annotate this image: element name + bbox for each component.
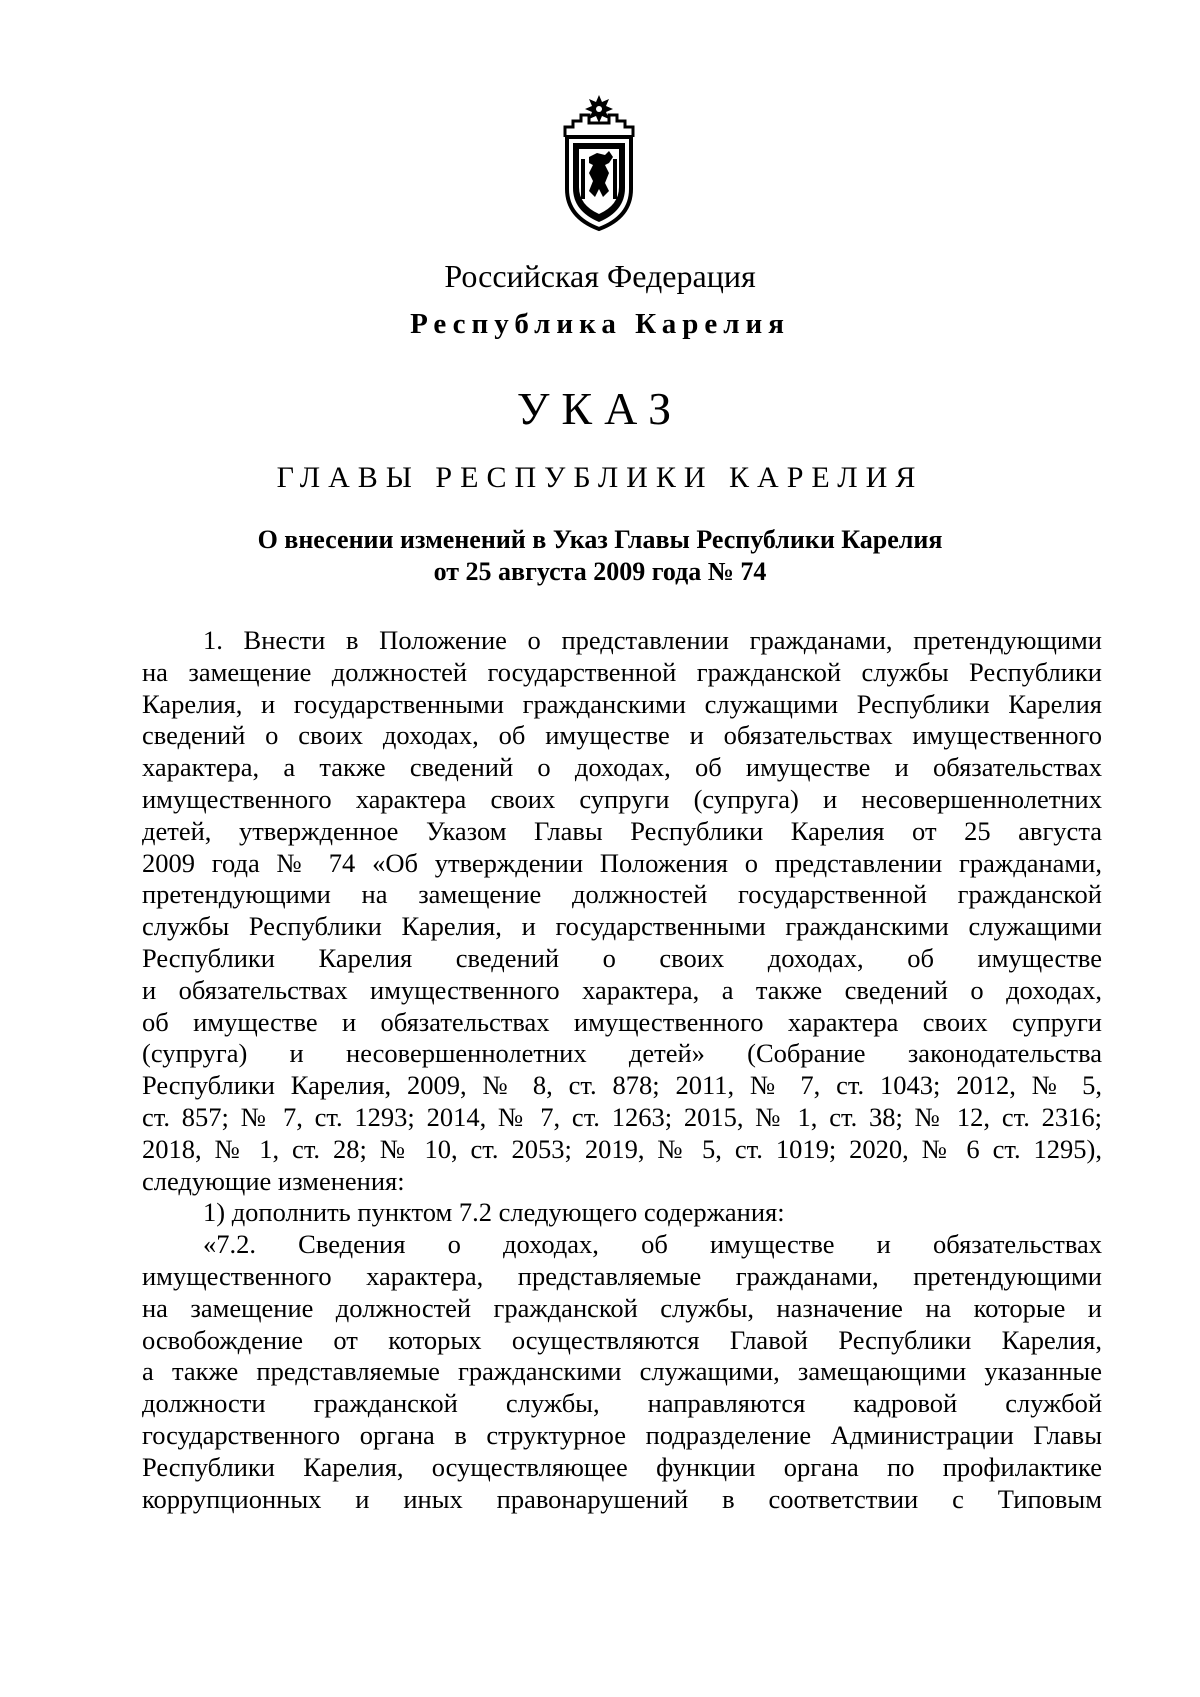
document-title-line-2: от 25 августа 2009 года № 74 xyxy=(433,557,767,586)
body-line: Республики Карелия сведений о своих доходах, об имуществе xyxy=(142,942,1102,973)
body-line: 1. Внести в Положение о представлении гражданами, претендующими xyxy=(203,625,1102,655)
body-line: коррупционных и иных правонарушений в соответствии с Типовым xyxy=(142,1483,1102,1514)
body-line: претендующими на замещение должностей государственной гражданской xyxy=(142,879,1102,910)
body-line: об имуществе и обязательствах имущественного характера своих супруги xyxy=(142,1006,1102,1037)
body-line: 2009 года № 74 «Об утверждении Положения о представлении гражданами, xyxy=(142,847,1102,878)
body-line: освобождение от которых осуществляются Главой Республики Карелия, xyxy=(142,1324,1102,1355)
body-line: а также представляемые гражданскими служащими, замещающими указанные xyxy=(142,1356,1102,1387)
body-line: 1) дополнить пунктом 7.2 следующего содержания: xyxy=(203,1197,785,1228)
document-body xyxy=(142,625,1102,1515)
country-name: Российская Федерация xyxy=(444,258,756,294)
body-line: детей, утвержденное Указом Главы Республики Карелия от 25 августа xyxy=(142,815,1102,846)
body-line: характера, а также сведений о доходах, об имуществе и обязательствах xyxy=(142,752,1102,783)
body-line: имущественного характера, представляемые гражданами, претендующими xyxy=(142,1260,1102,1291)
body-line: ст. 857; № 7, ст. 1293; 2014, № 7, ст. 1263; 2015, № 1, ст. 38; № 12, ст. 2316; xyxy=(142,1101,1102,1132)
document-title-line-1: О внесении изменений в Указ Главы Республики Карелия xyxy=(257,525,943,554)
document-type: УКАЗ xyxy=(516,383,684,434)
body-line: Республики Карелия, 2009, № 8, ст. 878; 2011, № 7, ст. 1043; 2012, № 5, xyxy=(142,1070,1102,1101)
body-line: следующие изменения: xyxy=(142,1165,405,1196)
republic-name: Республика Карелия xyxy=(410,308,790,340)
body-line: и обязательствах имущественного характера, а также сведений о доходах, xyxy=(142,974,1102,1005)
body-line: должности гражданской службы, направляются кадровой службой xyxy=(142,1388,1102,1419)
body-line: «7.2. Сведения о доходах, об имуществе и обязательствах xyxy=(203,1229,1102,1260)
body-line: службы Республики Карелия, и государственными гражданскими служащими xyxy=(142,911,1102,942)
body-line: Республики Карелия, осуществляющее функции органа по профилактике xyxy=(142,1451,1102,1482)
document-issuer: ГЛАВЫ РЕСПУБЛИКИ КАРЕЛИЯ xyxy=(276,461,924,494)
body-line: государственного органа в структурное подразделение Администрации Главы xyxy=(142,1419,1102,1450)
document-title xyxy=(0,524,1200,588)
body-line: 2018, № 1, ст. 28; № 10, ст. 2053; 2019, № 5, ст. 1019; 2020, № 6 ст. 1295), xyxy=(142,1133,1102,1164)
body-line: (супруга) и несовершеннолетних детей» (Собрание законодательства xyxy=(142,1038,1102,1069)
body-line: на замещение должностей гражданской службы, назначение на которые и xyxy=(142,1292,1102,1323)
karelia-emblem-icon xyxy=(559,93,639,233)
body-line: имущественного характера своих супруги (супруга) и несовершеннолетних xyxy=(142,783,1102,814)
body-line: на замещение должностей государственной гражданской службы Республики xyxy=(142,656,1102,687)
body-line: Карелия, и государственными гражданскими служащими Республики Карелия xyxy=(142,688,1102,719)
body-line: сведений о своих доходах, об имуществе и обязательствах имущественного xyxy=(142,720,1102,751)
